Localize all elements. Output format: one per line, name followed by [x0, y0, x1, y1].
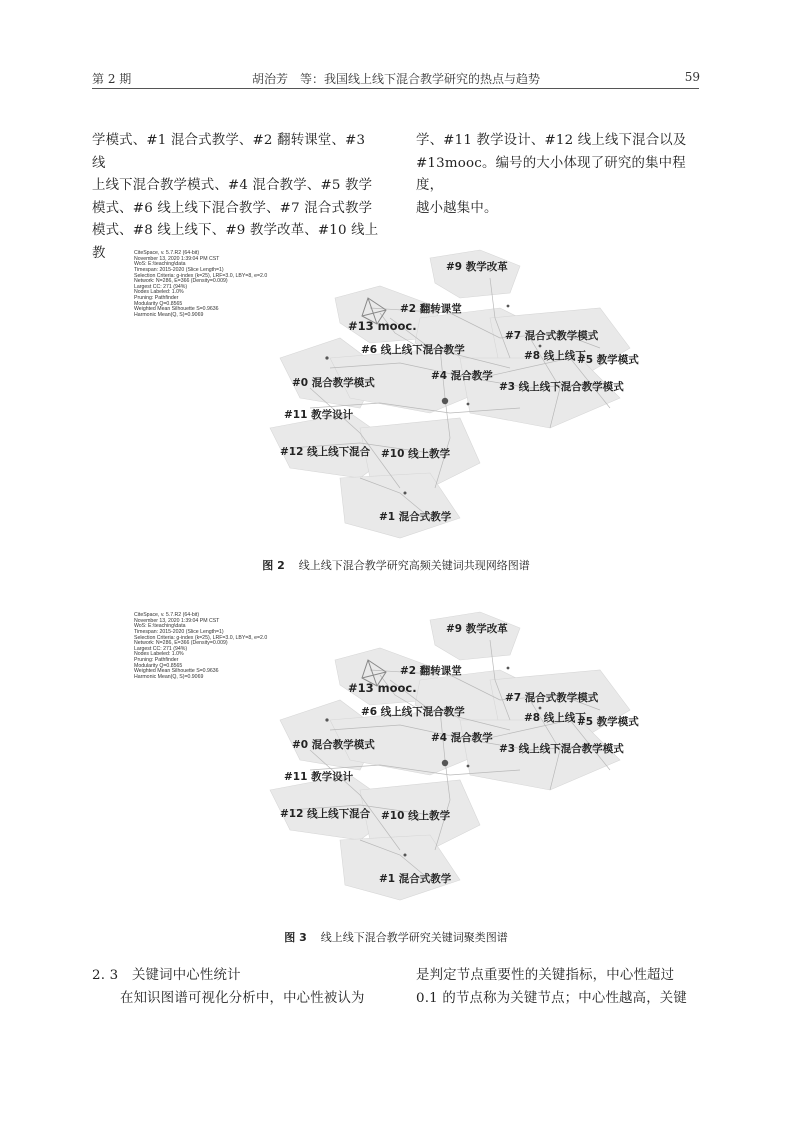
cluster-label: #2 翻转课堂	[400, 665, 462, 677]
cluster-label: #5 教学模式	[577, 354, 639, 366]
cluster-regions	[270, 612, 630, 900]
cluster-label: #0 混合教学模式	[292, 377, 375, 389]
text-line: 在知识图谱可视化分析中，中心性被认为	[120, 990, 365, 1006]
text-line: 0.1 的节点称为关键节点；中心性越高，关键	[416, 990, 687, 1006]
text-line: 模式、#6 线上线下混合教学、#7 混合式教学	[92, 200, 373, 216]
cluster-label: #1 混合式教学	[379, 511, 452, 523]
citespace-meta: CiteSpace, v. 5.7.R2 (64-bit) November 13, 2020 1:39:04 PM CST WoS: E:\teaching\data Timespan: 2015-2020 (Slice Length=1) Selection Criteria: g-index (k=25), LRF=3.0, LBY=8, e=2.0 Network: N=286, E=366 (Density=0.009) Largest CC: 271 (94%) Nodes Labeled: 1.0% Pruning: Pathfinder Modularity Q=0.8565 Weighted Mean Silhouette S=0.9636 Harmonic Mean(Q, S)=0.9069	[134, 250, 268, 318]
cluster-label: #13 mooc.	[348, 681, 417, 695]
cluster-label: #4 混合教学	[431, 732, 493, 744]
cluster-label: #6 线上线下混合教学	[361, 706, 465, 718]
network-graph	[130, 238, 670, 548]
cluster-label: #8 线上线下	[524, 712, 586, 724]
cluster-label: #3 线上线下混合教学模式	[499, 743, 624, 755]
issue-number: 第 2 期	[92, 72, 132, 86]
top-right-column	[416, 130, 706, 220]
cluster-regions	[270, 250, 630, 538]
cluster-label: #7 混合式教学模式	[505, 330, 599, 342]
cluster-label: #12 线上线下混合	[280, 808, 371, 820]
cluster-graph	[130, 600, 670, 910]
text-line: #13mooc。编号的大小体现了研究的集中程度，	[416, 155, 686, 193]
figure-2-caption	[0, 557, 792, 573]
cluster-label: #6 线上线下混合教学	[361, 344, 465, 356]
figure-caption-text: 线上线下混合教学研究高频关键词共现网络图谱	[298, 559, 530, 572]
cluster-label: #13 mooc.	[348, 319, 417, 333]
text-line: 学模式、#1 混合式教学、#2 翻转课堂、#3 线	[92, 133, 366, 171]
cluster-label: #8 线上线下	[524, 350, 586, 362]
figure-number: 图 3	[284, 931, 307, 944]
cluster-label: #11 教学设计	[284, 771, 354, 783]
section-right-column	[416, 965, 706, 1010]
cluster-label: #9 教学改革	[446, 261, 508, 273]
figure-caption-text: 线上线下混合教学研究关键词聚类图谱	[320, 931, 508, 944]
figure-number: 图 2	[262, 559, 285, 572]
cluster-label: #10 线上教学	[381, 810, 451, 822]
cluster-label: #9 教学改革	[446, 623, 508, 635]
cluster-label: #5 教学模式	[577, 716, 639, 728]
cluster-label: #4 混合教学	[431, 370, 493, 382]
running-title: 胡治芳 等：我国线上线下混合教学研究的热点与趋势	[251, 72, 540, 86]
text-line: 越小越集中。	[416, 200, 498, 216]
cluster-label: #1 混合式教学	[379, 873, 452, 885]
page-number: 59	[684, 70, 700, 84]
figure-2	[130, 238, 670, 548]
section-left-column	[92, 965, 392, 1010]
section-heading: 2. 3 关键词中心性统计	[92, 968, 241, 983]
citespace-meta: CiteSpace, v. 5.7.R2 (64-bit) November 13, 2020 1:39:04 PM CST WoS: E:\teaching\data Timespan: 2015-2020 (Slice Length=1) Selection Criteria: g-index (k=25), LRF=3.0, LBY=8, e=2.0 Network: N=286, E=366 (Density=0.009) Largest CC: 271 (94%) Nodes Labeled: 1.0% Pruning: Pathfinder Modularity Q=0.8565 Weighted Mean Silhouette S=0.9636 Harmonic Mean(Q, S)=0.9069	[134, 612, 268, 680]
text-line: 学、#11 教学设计、#12 线上线下混合以及	[416, 133, 687, 148]
text-line: 模式、#8 线上线下、#9 教学改革、#10 线上教	[92, 223, 379, 261]
text-line: 是判定节点重要性的关键指标，中心性超过	[416, 968, 675, 983]
cluster-label: #12 线上线下混合	[280, 446, 371, 458]
cluster-label: #7 混合式教学模式	[505, 692, 599, 704]
figure-3-caption	[0, 929, 792, 945]
header-rule	[92, 88, 699, 89]
cluster-label: #3 线上线下混合教学模式	[499, 381, 624, 393]
cluster-label: #10 线上教学	[381, 448, 451, 460]
cluster-label: #2 翻转课堂	[400, 303, 462, 315]
cluster-label: #11 教学设计	[284, 409, 354, 421]
figure-3	[130, 600, 670, 910]
cluster-label: #0 混合教学模式	[292, 739, 375, 751]
text-line: 上线下混合教学模式、#4 混合教学、#5 教学	[92, 178, 373, 193]
